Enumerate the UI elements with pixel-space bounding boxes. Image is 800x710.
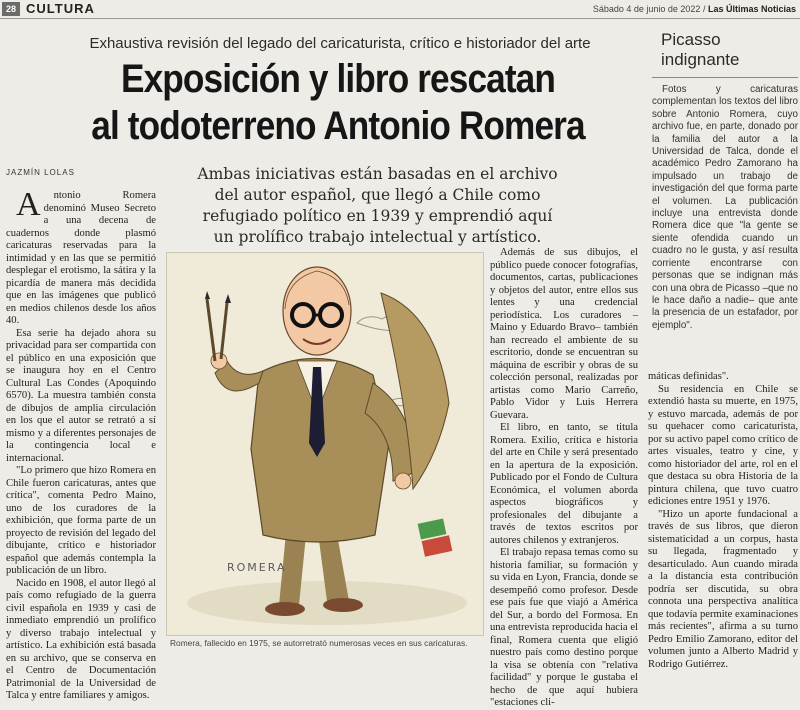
byline: JAZMÍN LOLAS [6,168,75,177]
page-header [0,0,800,19]
paragraph: Nacido en 1908, el autor llegó al país como refugiado de la guerra civil española en 1939 y casi de inmediato emprendió un prolífico y diverso trabajo intelectual y artístico. La exhibición está basada en su archivo, que se conserva en el Centro de Documentación Patrimonial de la Universidad de Talca y entre familiares y amigos. [6,577,156,701]
article-kicker: Exhaustiva revisión del legado del caricaturista, crítico e historiador del arte [89,35,591,52]
paragraph: Antonio Romera denominó Museo Secreto a una decena de cuadernos donde plasmó caricaturas reservadas para la intimidad y en las que se permitió desplegar el erotismo, la sátira y la picardía de manera más decidida que en las imágenes que publicó en medios chilenos desde los años 40. [6,186,156,326]
headline-line-1: Exposición y libro rescatan [120,57,556,101]
sidebar-divider [652,77,798,78]
figure-caption: Romera, fallecido en 1975, se autorretrató numerosas veces en sus caricaturas. [170,638,468,648]
article-headline [65,56,611,150]
article-column-1 [6,186,156,703]
paragraph: "Lo primero que hizo Romera en Chile fueron caricaturas, antes que crítica", comenta Pedro Maino, uno de los curadores de la exhibición, que forma parte de un proyecto de revisión del legado del dibujante, crítico e historiador español que además contempla la publicación de un libro. [6,465,156,576]
section-label: CULTURA [26,1,95,16]
paragraph: máticas definidas". [648,371,729,382]
sidebar-title [661,30,798,70]
sidebar-title-line-2: indignante [661,50,740,69]
dateline [593,4,796,14]
issue-date: Sábado 4 de junio de 2022 / [592,4,706,14]
page-number: 28 [2,2,20,16]
paragraph: Esa serie ha dejado ahora su privacidad para ser compartida con el público en una exposición que se inaugura hoy en el Centro Cultural Las Condes (Apoquindo 6570). La muestra también consta de dibujos de amplia circulación en los que el autor se retrató a sí mismo y a diferentes personajes de la contingencia local e internacional. [6,327,156,464]
sidebar-text: Fotos y caricaturas complementan los textos del libro sobre Antonio Romera, cuyo archivo fue, en parte, donado por la familia del autor a la Universidad de Talca, donde el académico Pedro Zamorano ha impulsado un trabajo de investigación del que forma parte el volumen. La publicación incluye una entrevista donde Romera dice que "la gente se siente ofendida cuando un cuadro no le gusta, y así resulta corriente encontrarse con personas que se indignan más con una obra de Picasso –que no le hace daño a nadie– que ante la presencia de un estafador, por ejemplo". [652,84,798,331]
paragraph: Su residencia en Chile se extendió hasta su muerte, en 1975, y estuvo marcada, además de por su quehacer como caricaturista, por su activo papel como crítico de artes visuales, teatro y cine, y como historiador del arte, rol en el que destaca su obra Historia de la pintura chilena, que tuvo cuatro ediciones entre 1951 y 1976. [648,383,798,507]
paragraph: Además de sus dibujos, el público puede conocer fotografías, documentos, cartas, publicaciones y objetos del autor, entre ellos sus lentes y una credencial periodística. Los curadores –Maino y Eduardo Bravo– también han recreado el ambiente de su escritorio, donde se encuentran su máquina de escribir y obras de su colección personal, realizadas por artistas como Mario Carreño, Pablo Vidor y Luis Herrera Guevara. [490,247,638,421]
paragraph: "Hizo un aporte fundacional a través de sus libros, que dieron sistematicidad a un corpus, hasta su llegada, fragmentado y desarticulado. Aun cuando mirada a la distancia esta contribución podría ser discutida, su obra connota una perspectiva analítica que todavía permite examinaciones más recientes", afirma a su turno Pedro Emilio Zamorano, editor del volumen junto a Alberto Madrid y Rodrigo Gutiérrez. [648,508,798,670]
paragraph: El libro, en tanto, se titula Romera. Exilio, crítica e historia del arte en Chile y será presentado en la apertura de la exposición. Publicado por el Fondo de Cultura Económica, el volumen aborda aspectos biográficos y profesionales del dibujante a través de textos escritos por autores chilenos y extranjeros. [490,422,638,546]
paragraph: El trabajo repasa temas como su historia familiar, su formación y su vida en Lyon, Francia, donde se desempeñó como profesor. Desde ese país fue que viajó a América del Sur, a bordo del Formosa. En una entrevista reproducida hacia el final, Romera cuenta que eligió nuestro país como destino porque la visa se obtenía con "relativa facilidad" y porque le gustaba el hecho de que aquí hubiera "estaciones cli- [490,547,638,708]
sidebar-title-line-1: Picasso [661,30,721,49]
caricature-illustration [166,252,484,636]
self-portrait-drawing [167,253,485,637]
headline-line-2: al todoterreno Antonio Romera [91,104,585,148]
newspaper-name: Las Últimas Noticias [707,4,796,14]
article-deck: Ambas iniciativas están basadas en el archivo del autor español, que llegó a Chile como refugiado político en 1939 y emprendió aquí un prolífico trabajo intelectual y artístico. [197,165,558,246]
article-column-4 [648,371,798,671]
artist-signature: ROMERA [227,561,287,574]
sidebar-box [652,30,798,368]
article-column-3 [490,247,638,710]
